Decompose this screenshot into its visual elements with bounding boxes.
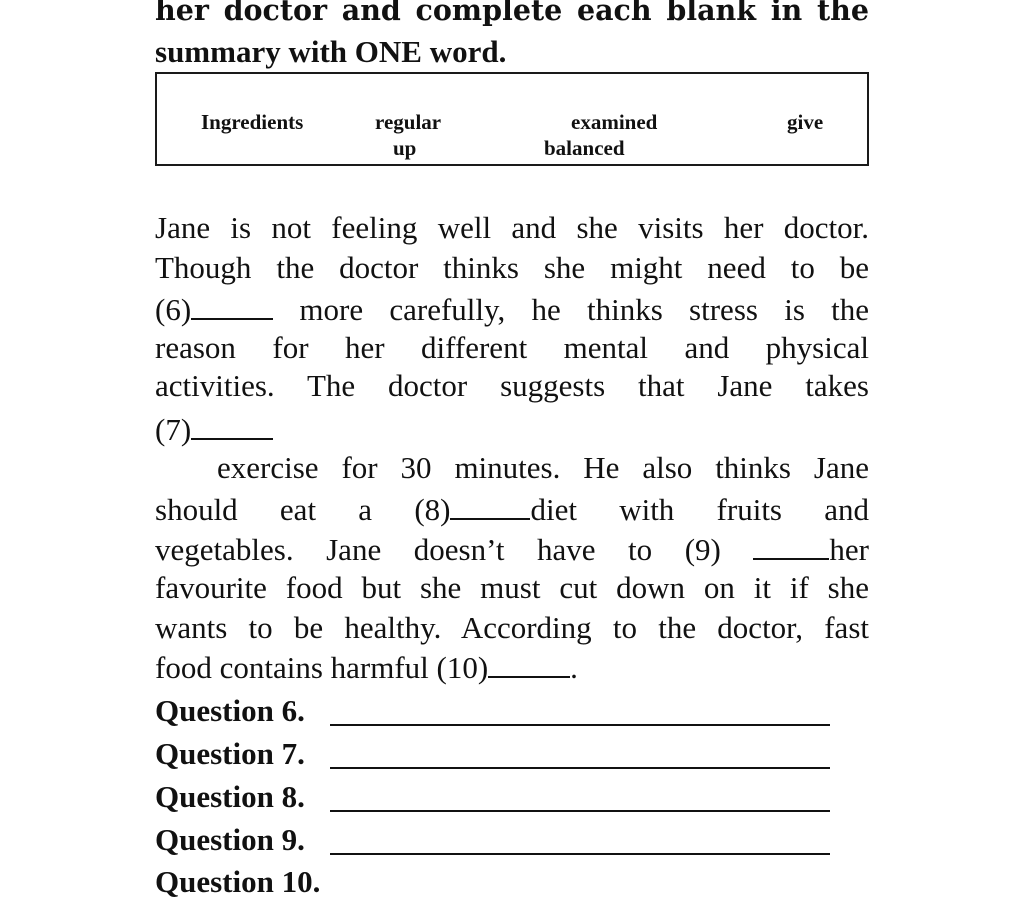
word-regular: regular <box>375 110 442 134</box>
blank-number-6: (6) <box>155 292 192 327</box>
blank-number-8: (8) <box>414 492 451 527</box>
word-examined: examined <box>571 110 658 134</box>
passage-line-5: activities. The doctor suggests that Jane takes <box>155 368 869 403</box>
passage-line-6 <box>155 408 869 450</box>
question-9-answer-line[interactable] <box>330 853 830 855</box>
passage-line-9-text-b: her <box>829 532 870 567</box>
blank-number-9: (9) <box>684 532 721 567</box>
question-6-answer-line[interactable] <box>330 724 830 726</box>
blank-10[interactable] <box>488 646 570 678</box>
passage-line-4: reason for her different mental and physical <box>155 330 869 365</box>
passage-line-12-period: . <box>570 650 578 685</box>
word-balanced: balanced <box>544 136 625 160</box>
blank-number-10: (10) <box>436 650 489 685</box>
passage-line-2: Though the doctor thinks she might need to be <box>155 250 869 285</box>
passage-line-8-text-a: should eat a <box>155 492 373 527</box>
passage-line-11: wants to be healthy. According to the doctor, fast <box>155 610 869 645</box>
word-ingredients: Ingredients <box>201 110 304 134</box>
question-9-label: Question 9. <box>155 822 305 857</box>
question-7-answer-line[interactable] <box>330 767 830 769</box>
passage-line-1: Jane is not feeling well and she visits her doctor. <box>155 210 869 245</box>
passage-line-3-text: more carefully, he thinks stress is the <box>299 292 870 327</box>
passage-line-12 <box>155 646 869 688</box>
blank-9[interactable] <box>753 528 829 560</box>
passage-line-10: favourite food but she must cut down on it if she <box>155 570 869 605</box>
passage-line-8 <box>155 488 869 530</box>
blank-8[interactable] <box>450 488 530 520</box>
question-8-answer-line[interactable] <box>330 810 830 812</box>
passage-line-7: exercise for 30 minutes. He also thinks Jane <box>217 450 869 485</box>
word-give: give <box>787 110 824 134</box>
passage-line-3 <box>155 288 869 330</box>
passage-line-8-text-b: diet with fruits and <box>530 492 869 527</box>
blank-7[interactable] <box>191 408 273 440</box>
question-6-label: Question 6. <box>155 693 305 728</box>
passage-line-12-text: food contains harmful <box>155 650 429 685</box>
passage-line-9-text-a: vegetables. Jane doesn’t have to <box>155 532 653 567</box>
instruction-line-2: summary with ONE word. <box>155 34 507 69</box>
word-up: up <box>393 136 417 160</box>
passage-line-9 <box>155 528 869 570</box>
word-box <box>155 72 869 166</box>
blank-number-7: (7) <box>155 412 192 447</box>
question-8-label: Question 8. <box>155 779 305 814</box>
question-10-label: Question 10. <box>155 864 321 899</box>
question-7-label: Question 7. <box>155 736 305 771</box>
instruction-line-1: her doctor and complete each blank in the <box>155 0 869 27</box>
blank-6[interactable] <box>191 288 273 320</box>
